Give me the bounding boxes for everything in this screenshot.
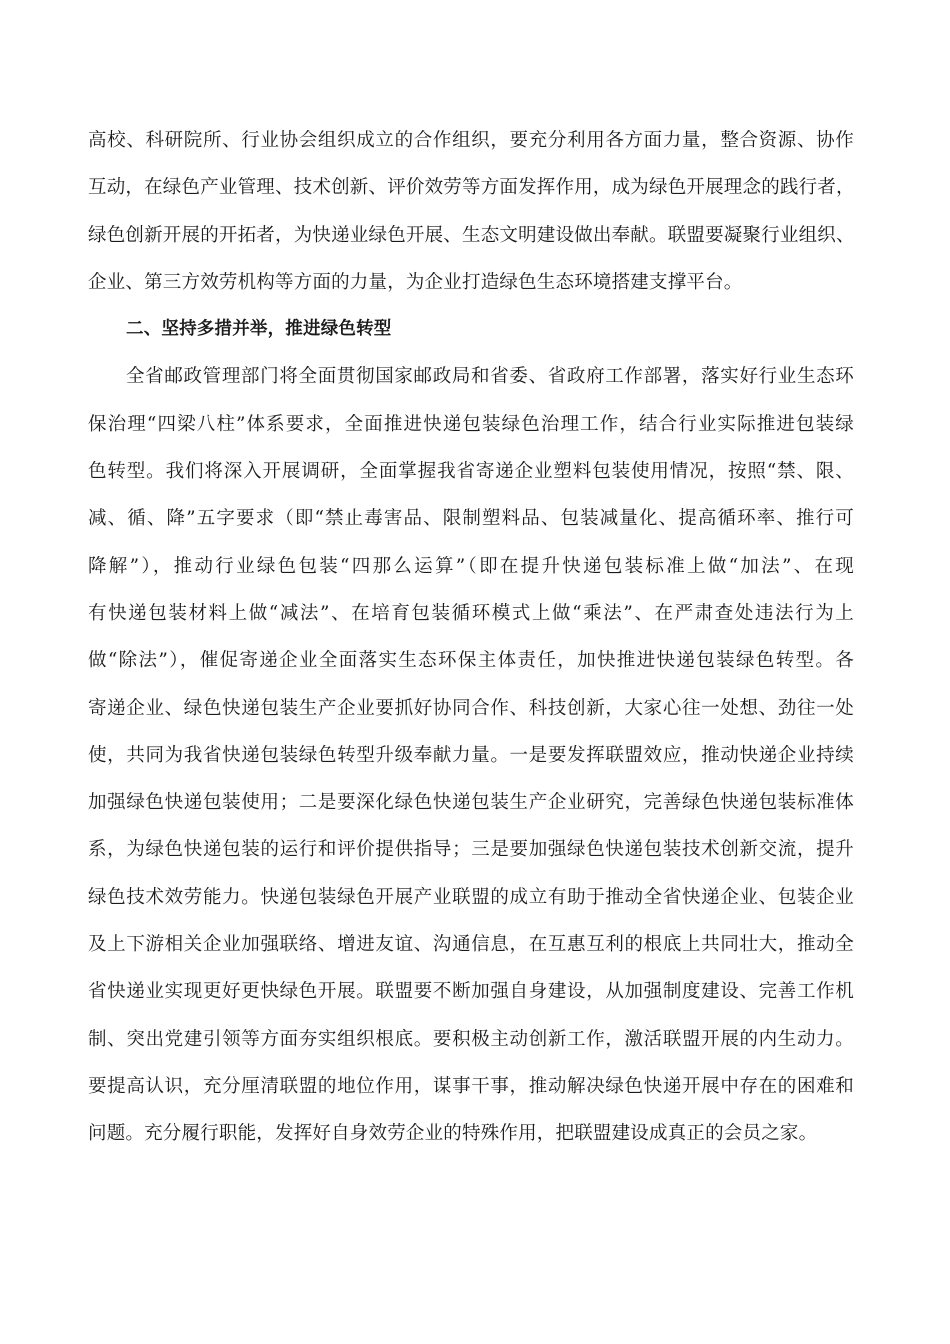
text-line: 要提高认识，充分厘清联盟的地位作用，谋事干事，推动解决绿色快递开展中存在的困难和 (88, 1075, 854, 1097)
text-line: 加强绿色快递包装使用；二是要深化绿色快递包装生产企业研究，完善绿色快递包装标准体 (88, 792, 854, 814)
text-line: 寄递企业、绿色快递包装生产企业要抓好协同合作、科技创新，大家心往一处想、劲往一处 (88, 697, 854, 719)
text-line: 绿色创新开展的开拓者，为快递业绿色开展、生态文明建设做出奉献。联盟要凝聚行业组织、 (88, 224, 855, 246)
text-line: 保治理“四梁八柱”体系要求，全面推进快递包装绿色治理工作，结合行业实际推进包装绿 (88, 413, 854, 435)
text-line: 做“除法”），催促寄递企业全面落实生态环保主体责任，加快推进快递包装绿色转型。各 (88, 650, 854, 672)
text-line: 有快递包装材料上做“减法”、在培育包装循环模式上做“乘法”、在严肃查处违法行为上 (88, 602, 854, 624)
text-line: 互动，在绿色产业管理、技术创新、评价效劳等方面发挥作用，成为绿色开展理念的践行者， (88, 177, 855, 199)
section-heading: 二、坚持多措并举，推进绿色转型 (126, 319, 392, 340)
text-line: 问题。充分履行职能，发挥好自身效劳企业的特殊作用，把联盟建设成真正的会员之家。 (88, 1123, 818, 1145)
text-line: 全省邮政管理部门将全面贯彻国家邮政局和省委、省政府工作部署，落实好行业生态环 (126, 366, 854, 388)
text-line: 省快递业实现更好更快绿色开展。联盟要不断加强自身建设，从加强制度建设、完善工作机 (88, 981, 854, 1003)
text-line: 减、循、降”五字要求（即“禁止毒害品、限制塑料品、包装减量化、提高循环率、推行可 (88, 508, 854, 530)
paragraph-intro (88, 117, 854, 306)
text-line: 降解”），推动行业绿色包装“四那么运算”（即在提升快递包装标准上做“加法”、在现 (88, 555, 854, 577)
paragraph-body (88, 353, 854, 1157)
document-page (88, 117, 854, 1158)
text-line: 及上下游相关企业加强联络、增进友谊、沟通信息，在互惠互利的根底上共同壮大，推动全 (88, 934, 854, 956)
text-line: 企业、第三方效劳机构等方面的力量，为企业打造绿色生态环境搭建支撑平台。 (88, 271, 743, 293)
text-line: 绿色技术效劳能力。快递包装绿色开展产业联盟的成立有助于推动全省快递企业、包装企业 (88, 886, 854, 908)
text-line: 高校、科研院所、行业协会组织成立的合作组织，要充分利用各方面力量，整合资源、协作 (88, 130, 854, 151)
text-line: 制、突出党建引领等方面夯实组织根底。要积极主动创新工作，激活联盟开展的内生动力。 (88, 1028, 854, 1050)
text-line: 系，为绿色快递包装的运行和评价提供指导；三是要加强绿色快递包装技术创新交流，提升 (88, 839, 854, 861)
text-line: 使，共同为我省快递包装绿色转型升级奉献力量。一是要发挥联盟效应，推动快递企业持续 (88, 744, 854, 766)
text-line: 色转型。我们将深入开展调研，全面掌握我省寄递企业塑料包装使用情况，按照“禁、限、 (88, 461, 854, 483)
